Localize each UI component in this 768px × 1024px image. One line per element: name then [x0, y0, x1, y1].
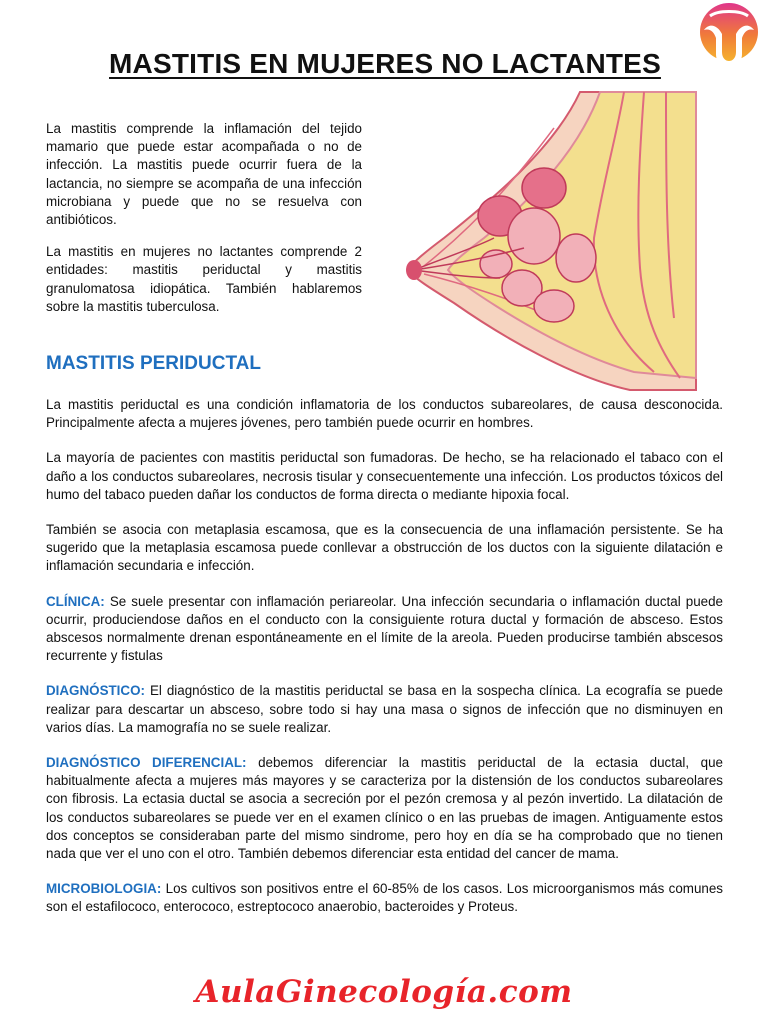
section-heading: MASTITIS PERIDUCTAL — [46, 353, 261, 374]
uterus-logo-icon — [696, 2, 762, 84]
intro-text — [46, 120, 362, 330]
clinica-paragraph — [46, 593, 723, 666]
breast-anatomy-illustration — [404, 88, 700, 394]
diagnostico-text: El diagnóstico de la mastitis periductal se basa en la sospecha clínica. La ecografía se puede realizar para descartar un absceso, sobre todo si hay una masa o signos de infección que no disminuyen en varios días. La mamografía no se suele realizar. — [46, 683, 723, 735]
microbiologia-label: MICROBIOLOGIA: — [46, 881, 162, 897]
intro-paragraph: La mastitis en mujeres no lactantes comprende 2 entidades: mastitis periductal y mastitis granulomatosa idiopática. También hablaremos sobre la mastitis tuberculosa. — [46, 244, 362, 314]
diagnostico-paragraph — [46, 682, 723, 737]
diagnostico-diferencial-text: debemos diferenciar la mastitis periductal de la ectasia ductal, que habitualmente afecta a mujeres más mayores y se caracteriza por la distensión de los conductos subareolares con fibrosis. La ectasia ductal se asocia a secreción por el pezón cremosa y al pezón invertido. La dilatación de los conductos subareolares se puede ver en el examen clínico o en las pruebas de imagen. Antiguamente estos dos conceptos se consideraban parte del mismo sindrome, pero hoy en día se ha comprobado que no tienen nada que ver el uno con el otro. También debemos diferenciar esta entidad del cancer de mama. — [46, 755, 723, 862]
microbiologia-text: Los cultivos son positivos entre el 60-85% de los casos. Los microorganismos más comunes son el estafilococo, enterococo, estreptococo anaerobio, bacteroides y Proteus. — [46, 881, 723, 915]
diagnostico-label: DIAGNÓSTICO: — [46, 683, 145, 699]
paragraph: También se asocia con metaplasia escamosa, que es la consecuencia de una inflamación persistente. Se ha sugerido que la metaplasia escamosa puede conllevar a obstrucción de los ductos con la siguiente dilatación e inflamación secundaria e infección. — [46, 522, 723, 574]
body-text — [46, 396, 723, 934]
diagnostico-diferencial-paragraph — [46, 754, 723, 863]
clinica-label: CLÍNICA: — [46, 593, 105, 609]
clinica-text: Se suele presentar con inflamación periareolar. Una infección secundaria o inflamación ductal puede ocurrir, produciendose daños en el conducto con la consiguiente rotura ductal y formación de absceso. Estos abscesos normalmente drenan espontáneamente en el límite de la areola. Pueden producirse también abscesos recurrente y fistulas — [46, 593, 723, 664]
page-title: MASTITIS EN MUJERES NO LACTANTES — [109, 48, 661, 79]
intro-paragraph: La mastitis comprende la inflamación del tejido mamario que puede estar acompañada o no de infección. La mastitis puede ocurrir fuera de la lactancia, no siempre se acompaña de una infección microbiana y puede que no se resuelva con antibióticos. — [46, 121, 362, 228]
paragraph: La mastitis periductal es una condición inflamatoria de los conductos subareolares, de causa desconocida. Principalmente afecta a mujeres jóvenes, pero también puede ocurrir en hombres. — [46, 397, 723, 431]
footer-website-link[interactable]: AulaGinecología.com — [195, 974, 573, 1010]
diagnostico-diferencial-label: DIAGNÓSTICO DIFERENCIAL: — [46, 755, 247, 771]
paragraph: La mayoría de pacientes con mastitis periductal son fumadoras. De hecho, se ha relacionado el tabaco con el daño a los conductos subareolares, necrosis tisular y consecuentemente una infección. Los productos tóxicos del humo del tabaco pueden dañar los conductos de forma directa o mediante hipoxia focal. — [46, 450, 723, 502]
microbiologia-paragraph — [46, 880, 723, 916]
